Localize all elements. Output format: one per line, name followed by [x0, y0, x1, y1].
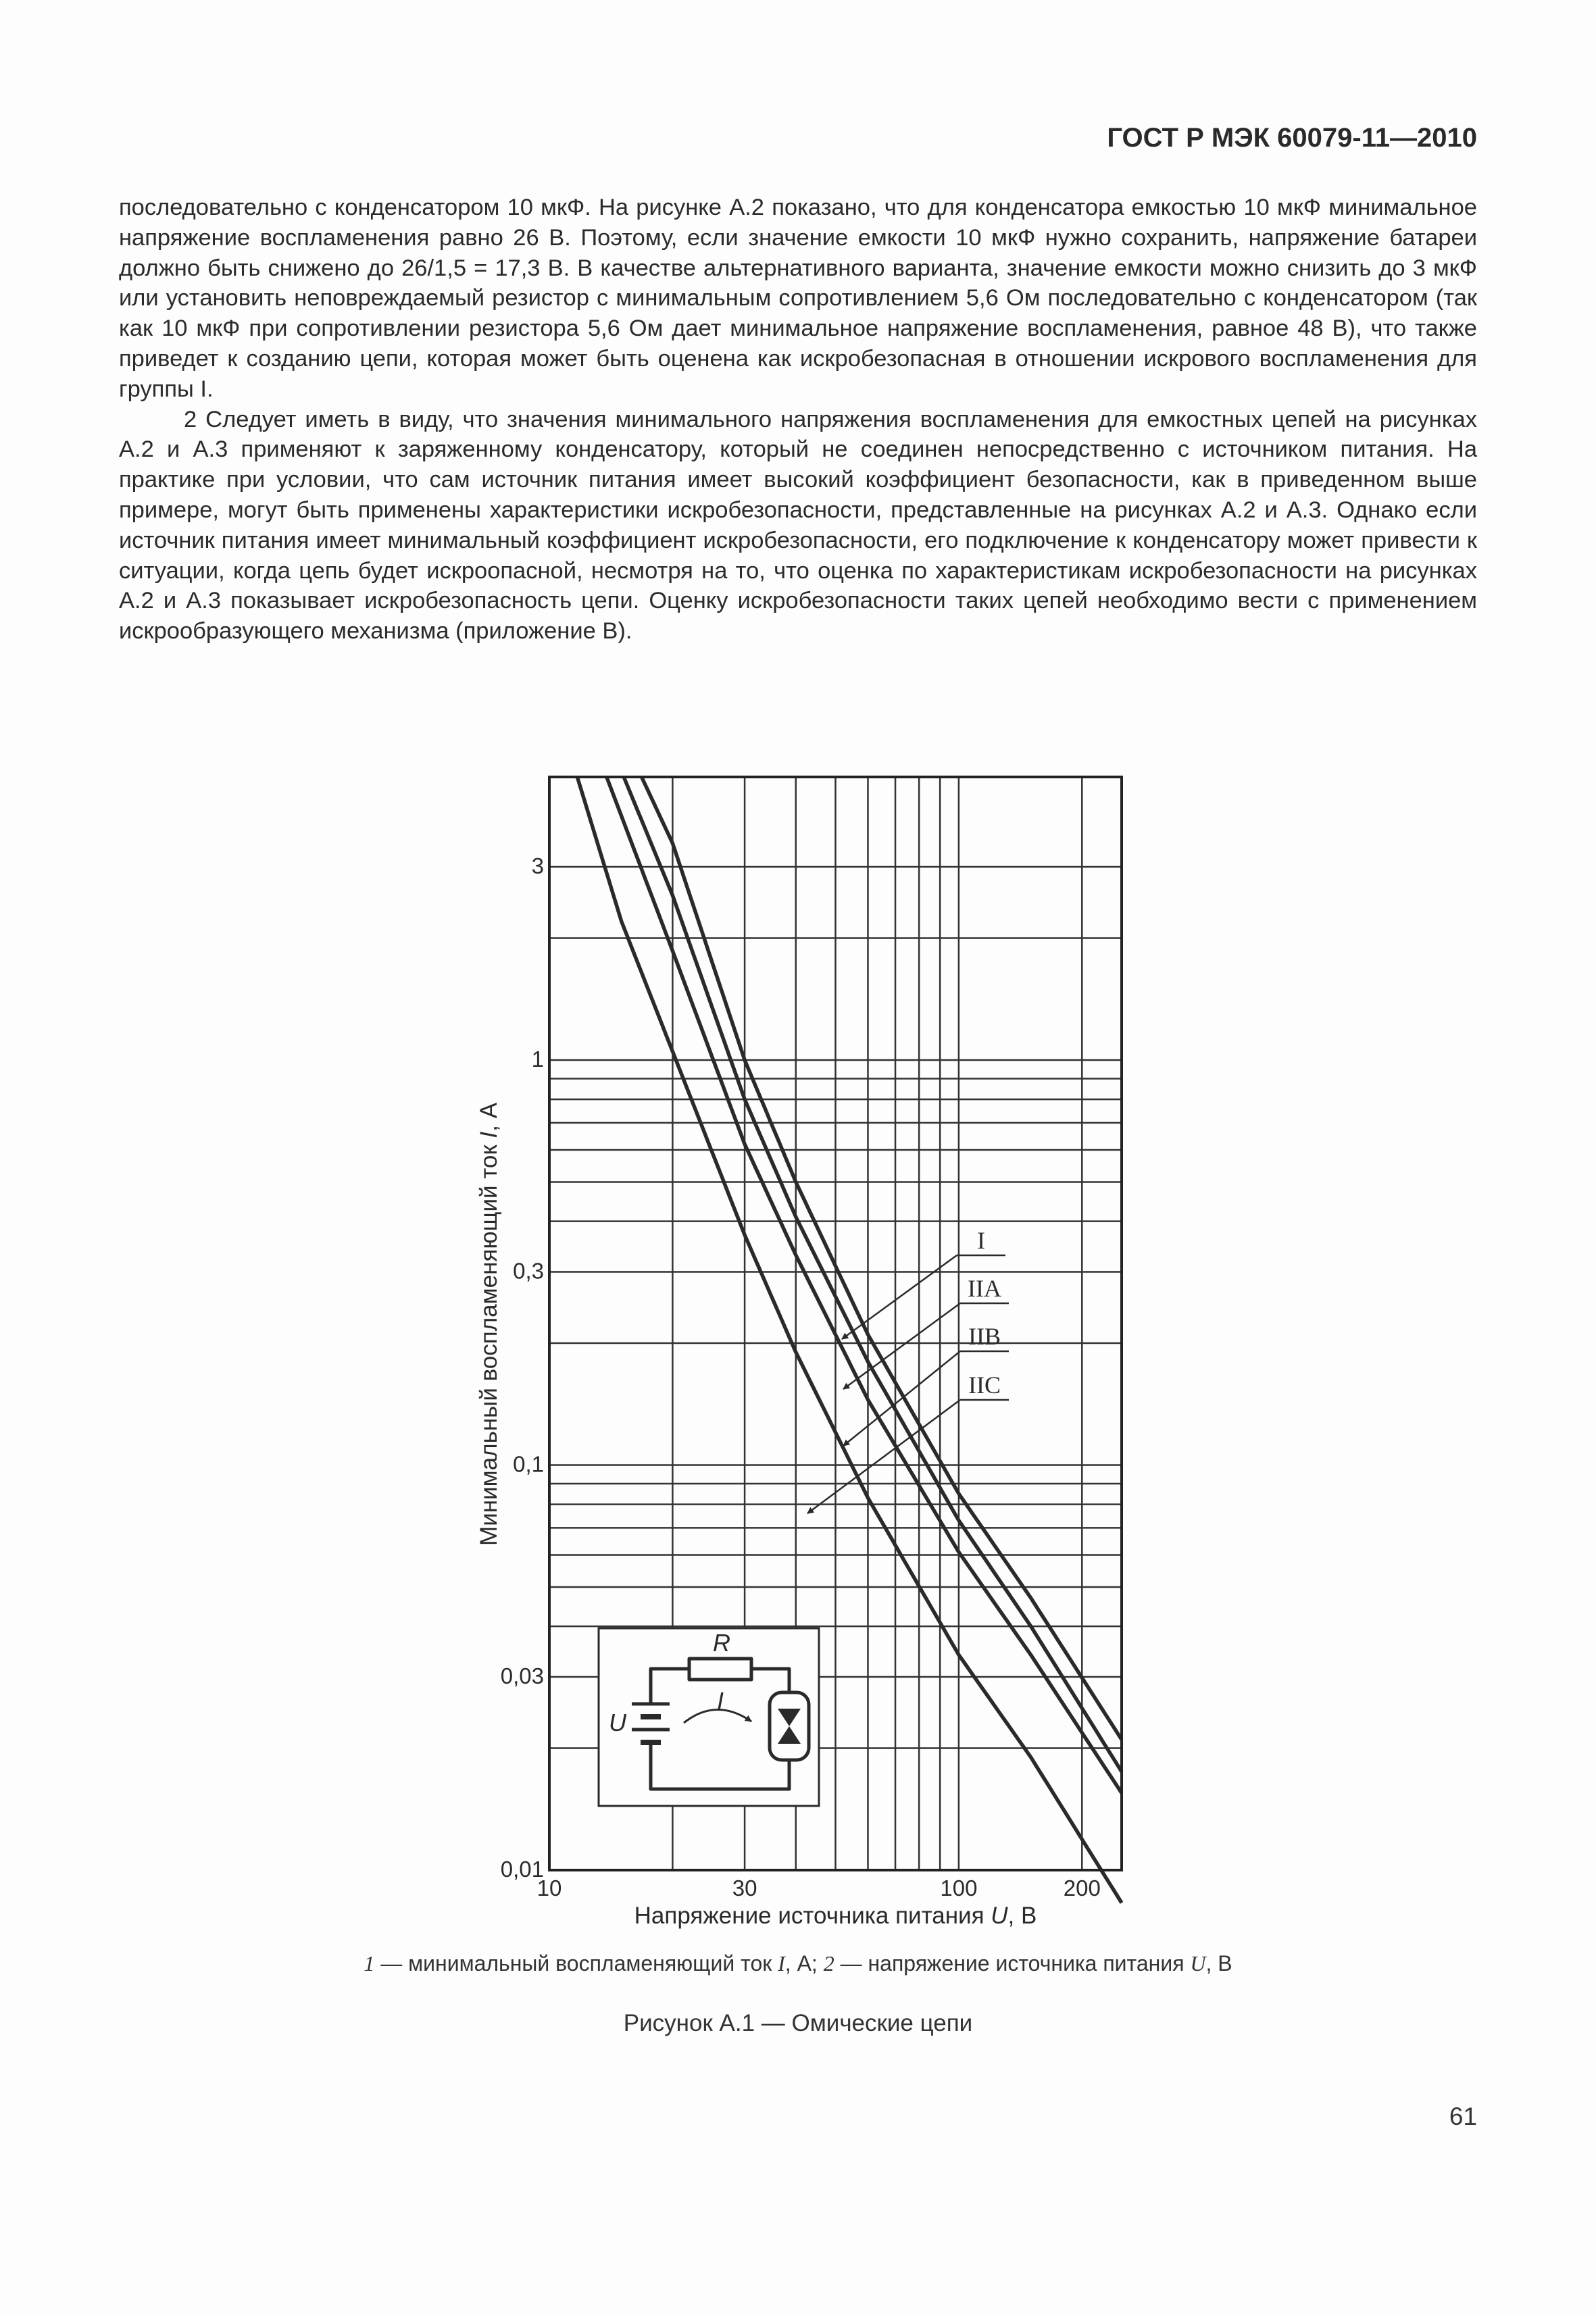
legend-item1-text: — минимальный воспламеняющий ток [374, 1951, 778, 1976]
x-tick-label: 200 [1063, 1876, 1101, 1901]
page-number: 61 [1449, 2103, 1477, 2130]
x-tick-label: 30 [732, 1876, 757, 1901]
x-axis-label: Напряжение источника питания U, В [634, 1903, 1037, 1929]
x-tick-label: 100 [940, 1876, 978, 1901]
legend-item1-var: I [778, 1951, 785, 1976]
figure-legend [0, 1951, 1596, 1976]
figure-caption: Рисунок А.1 — Омические цепи [623, 2010, 973, 2036]
series-label-i: I [977, 1227, 985, 1254]
series-label-iib: IIB [968, 1323, 1001, 1350]
paragraph-1: последовательно с конденсатором 10 мкФ. На рисунке А.2 показано, что для конденсатора емкостью 10 мкФ минимальное напряжение воспламенения равно 26 В. Поэтому, если значение емкости 10 мкФ нужно сохранить, напряжение батареи должно быть снижено до 26/1,5 = 17,3 В. В качестве альтернативного варианта, значение емкости можно снизить до 3 мкФ или установить неповреждаемый резистор с минимальным сопротивлением 5,6 Ом последовательно с конденсатором (так как 10 мкФ при сопротивлении резистора 5,6 Ом дает минимальное напряжение воспламенения, равное 48 В), что также приведет к созданию цепи, которая может быть оценена как искробезопасная в отношении искрового воспламенения для группы I. [119, 195, 1477, 402]
legend-item2-text: — напряжение источника питания [834, 1951, 1191, 1976]
paragraph-2: 2 Следует иметь в виду, что значения минимального напряжения воспламенения для емкостных цепей на рисунках А.2 и А.3 применяют к заряженному конденсатору, который не соединен непосредственно с источником питания. На практике при условии, что сам источник питания имеет высокий коэффициент безопасности, как в приведенном выше примере, могут быть применены характеристики искробезопасности, представленные на рисунках А.2 и А.3. Однако если источник питания имеет минимальный коэффициент искробезопасности, его подключение к конденсатору может привести к ситуации, когда цепь будет искроопасной, несмотря на то, что оценка по характеристикам искробезопасности на рисунках А.2 и А.3 показывает искробезопасность цепи. Оценку искробезопасности таких цепей необходимо вести с применением искрообразующего механизма (приложение В). [119, 406, 1477, 645]
y-tick-label: 3 [531, 853, 544, 878]
series-line-i [642, 777, 1122, 1740]
legend-item1-number: 1 [364, 1951, 375, 1976]
legend-item2-number: 2 [823, 1951, 834, 1976]
document-header: ГОСТ Р МЭК 60079-11—2010 [1107, 123, 1477, 153]
y-tick-label: 0,01 [500, 1857, 544, 1882]
y-tick-label: 1 [531, 1047, 544, 1072]
x-tick-label: 10 [537, 1876, 562, 1901]
y-tick-label: 0,1 [513, 1451, 544, 1477]
y-tick-label: 0,03 [500, 1663, 544, 1688]
inset-label-u: U [609, 1709, 626, 1736]
y-axis-label: Минимальный воспламеняющий ток I, А [476, 1103, 502, 1546]
y-tick-label: 0,3 [513, 1258, 544, 1284]
series-label-iia: IIA [968, 1275, 1001, 1302]
circuit-inset [599, 1628, 819, 1806]
inset-label-r: R [713, 1629, 730, 1657]
series-leader-arrow [843, 1351, 960, 1446]
legend-item2-var: U [1190, 1951, 1206, 1976]
legend-item2-unit: , В [1205, 1951, 1232, 1976]
inset-label-i: I [716, 1687, 724, 1715]
series-label-iic: IIC [968, 1372, 1001, 1399]
legend-item1-unit: , А; [784, 1951, 824, 1976]
